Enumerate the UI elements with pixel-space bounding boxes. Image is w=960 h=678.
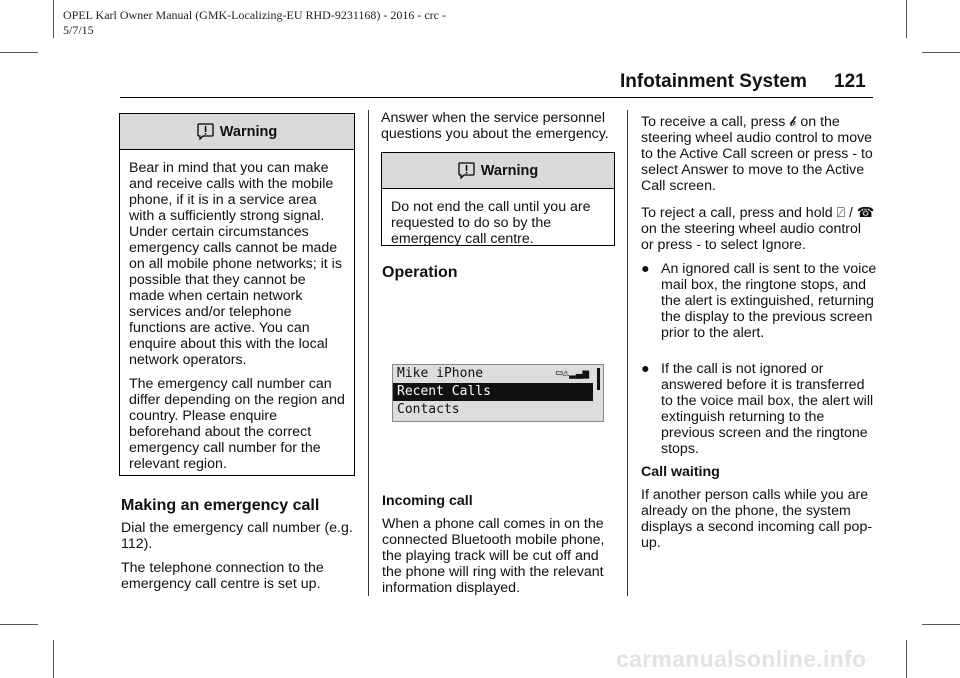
warning-icon (458, 162, 475, 179)
section-title: Infotainment System (620, 71, 807, 92)
warning-icon (197, 123, 214, 140)
page-number: 121 (834, 71, 866, 92)
crop-mark (0, 624, 38, 625)
body-paragraph: To reject a call, press and hold ⍁ / ☎ on the steering wheel audio control or press - to select Ignore. (641, 205, 875, 253)
column-divider (627, 110, 628, 596)
body-paragraph: Dial the emergency call number (e.g. 112). (121, 520, 353, 552)
hang-up-icon: ☎ (856, 205, 875, 221)
crop-mark (906, 0, 907, 38)
battery-icon: ▭ (555, 366, 563, 379)
document-meta: OPEL Karl Owner Manual (GMK-Localizing-EU RHD-9231168) - 2016 - crc - 5/7/15 (63, 8, 447, 37)
body-paragraph: The telephone connection to the emergency call centre is set up. (121, 560, 324, 592)
crop-mark (906, 640, 907, 678)
crop-mark (53, 0, 54, 38)
warning-text: Do not end the call until you are requested to do so by the emergency call centre. (391, 199, 591, 247)
crop-mark (0, 52, 38, 53)
bullet-icon: ● (641, 361, 650, 377)
crop-mark (922, 624, 960, 625)
body-paragraph: To receive a call, press 𝓫 on the steering wheel audio control to move to the Active Call screen or press - to select Answer to move to the Active Call screen. (641, 114, 873, 194)
display-title: Mike iPhone (397, 366, 484, 381)
watermark: carmanualsonline.info (616, 646, 867, 672)
body-paragraph: Answer when the service personnel questions you about the emergency. (381, 110, 609, 142)
warning-text: The emergency call number can differ depending on the region and country. Please enquire beforehand about the correct emergency call number for the relevant region. (129, 376, 345, 472)
header-rule (120, 97, 873, 98)
mute-icon: ⍁ (836, 205, 845, 221)
bullet-item: ● An ignored call is sent to the voice mail box, the ringtone stops, and the alert is extinguished, returning the display to the previous screen prior to the alert. (641, 261, 877, 341)
warning-title: Warning (219, 123, 278, 140)
status-icons (556, 366, 589, 379)
menu-item-selected: Recent Calls (393, 383, 593, 401)
section-heading: Operation (382, 264, 458, 281)
phone-answer-icon: 𝓫 (789, 114, 797, 130)
body-paragraph: If another person calls while you are already on the phone, the system displays a second incoming call pop-up. (641, 487, 873, 551)
warning-header (120, 114, 354, 150)
scrollbar (597, 368, 600, 390)
warning-header (382, 153, 614, 189)
column-divider (368, 110, 369, 596)
crop-mark (922, 52, 960, 53)
bullet-icon: ● (641, 261, 650, 277)
warning-title: Warning (480, 162, 539, 179)
subheading: Incoming call (382, 493, 473, 509)
alert-icon: ⚠ (562, 366, 570, 379)
menu-item: Contacts (397, 402, 460, 417)
body-paragraph: When a phone call comes in on the connected Bluetooth mobile phone, the playing track will be cut off and the phone will ring with the relevant information displayed. (382, 516, 605, 596)
warning-text: Bear in mind that you can make and receive calls with the mobile phone, if it is in a service area with a sufficiently strong signal. Under certain circumstances emergency calls cannot be made on all mobile phone networks; it is possible that they cannot be made when certain network services and/or telephone functions are active. You can enquire about this with the local network operators. (129, 160, 342, 368)
warning-box (381, 152, 615, 246)
signal-icon: ▂▃▅ (569, 366, 589, 379)
subheading: Call waiting (641, 464, 720, 480)
section-heading: Making an emergency call (121, 497, 320, 514)
phone-display-screen (392, 364, 604, 422)
crop-mark (53, 640, 54, 678)
warning-box (119, 113, 355, 476)
bullet-item: ● If the call is not ignored or answered before it is transferred to the voice mail box, the alert will extinguish returning to the previous screen and the ringtone stops. (641, 361, 874, 457)
